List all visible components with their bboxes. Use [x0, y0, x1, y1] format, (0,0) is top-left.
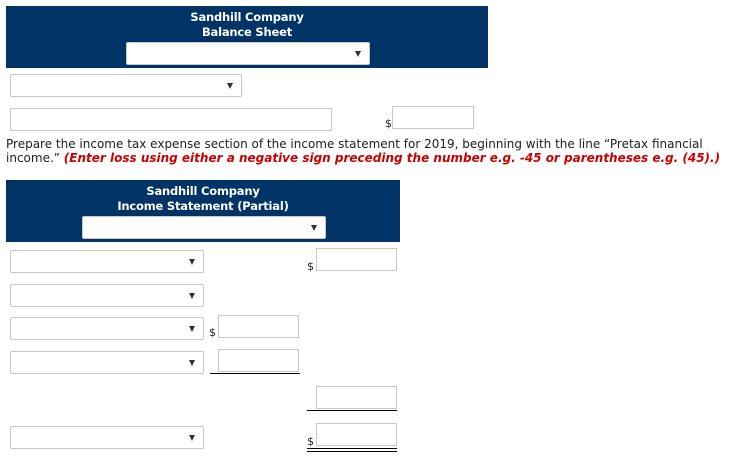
chevron-down-icon [189, 293, 195, 299]
balance-account-select[interactable] [10, 74, 242, 97]
chevron-down-icon [189, 259, 195, 265]
income-row2-select[interactable] [10, 284, 204, 307]
income-row1-select[interactable] [10, 250, 204, 273]
chevron-down-icon [189, 360, 195, 366]
chevron-down-icon [189, 435, 195, 441]
total-double-rule-top [307, 448, 397, 449]
instructions-note: (Enter loss using either a negative sign preceding the number e.g. -45 or parentheses e.g. (45).) [63, 151, 721, 165]
subtotal-rule [307, 410, 397, 411]
dollar-sign: $ [209, 326, 216, 339]
chevron-down-icon [227, 83, 233, 89]
income-row3-select[interactable] [10, 317, 204, 340]
dollar-sign: $ [385, 117, 392, 130]
instructions [6, 137, 736, 165]
balance-sheet-title: Balance Sheet [201, 25, 292, 39]
dollar-sign: $ [307, 260, 314, 273]
instructions-text: Prepare the income tax expense section of the income statement for 2019, beginning with the line “Pretax financial income.” [6, 137, 703, 165]
income-row4-select[interactable] [10, 351, 204, 374]
chevron-down-icon [355, 51, 361, 57]
dollar-sign: $ [307, 435, 314, 448]
income-total-amount[interactable] [316, 423, 397, 446]
income-row1-amount[interactable] [316, 248, 397, 271]
balance-amount-input[interactable] [392, 106, 474, 129]
total-double-rule-bottom [307, 451, 397, 452]
income-row4-amount[interactable] [218, 349, 299, 372]
balance-sheet-date-select[interactable] [126, 42, 370, 65]
income-row6-select[interactable] [10, 426, 204, 449]
balance-label-input[interactable] [10, 108, 332, 131]
income-statement-date-select[interactable] [82, 216, 326, 239]
balance-sheet-company: Sandhill Company [190, 10, 304, 24]
subtotal-underline [210, 373, 300, 374]
income-row3-amount[interactable] [218, 315, 299, 338]
chevron-down-icon [311, 225, 317, 231]
income-subtotal-amount[interactable] [316, 386, 397, 409]
chevron-down-icon [189, 326, 195, 332]
income-statement-title: Income Statement (Partial) [117, 199, 289, 213]
income-statement-company: Sandhill Company [146, 184, 260, 198]
